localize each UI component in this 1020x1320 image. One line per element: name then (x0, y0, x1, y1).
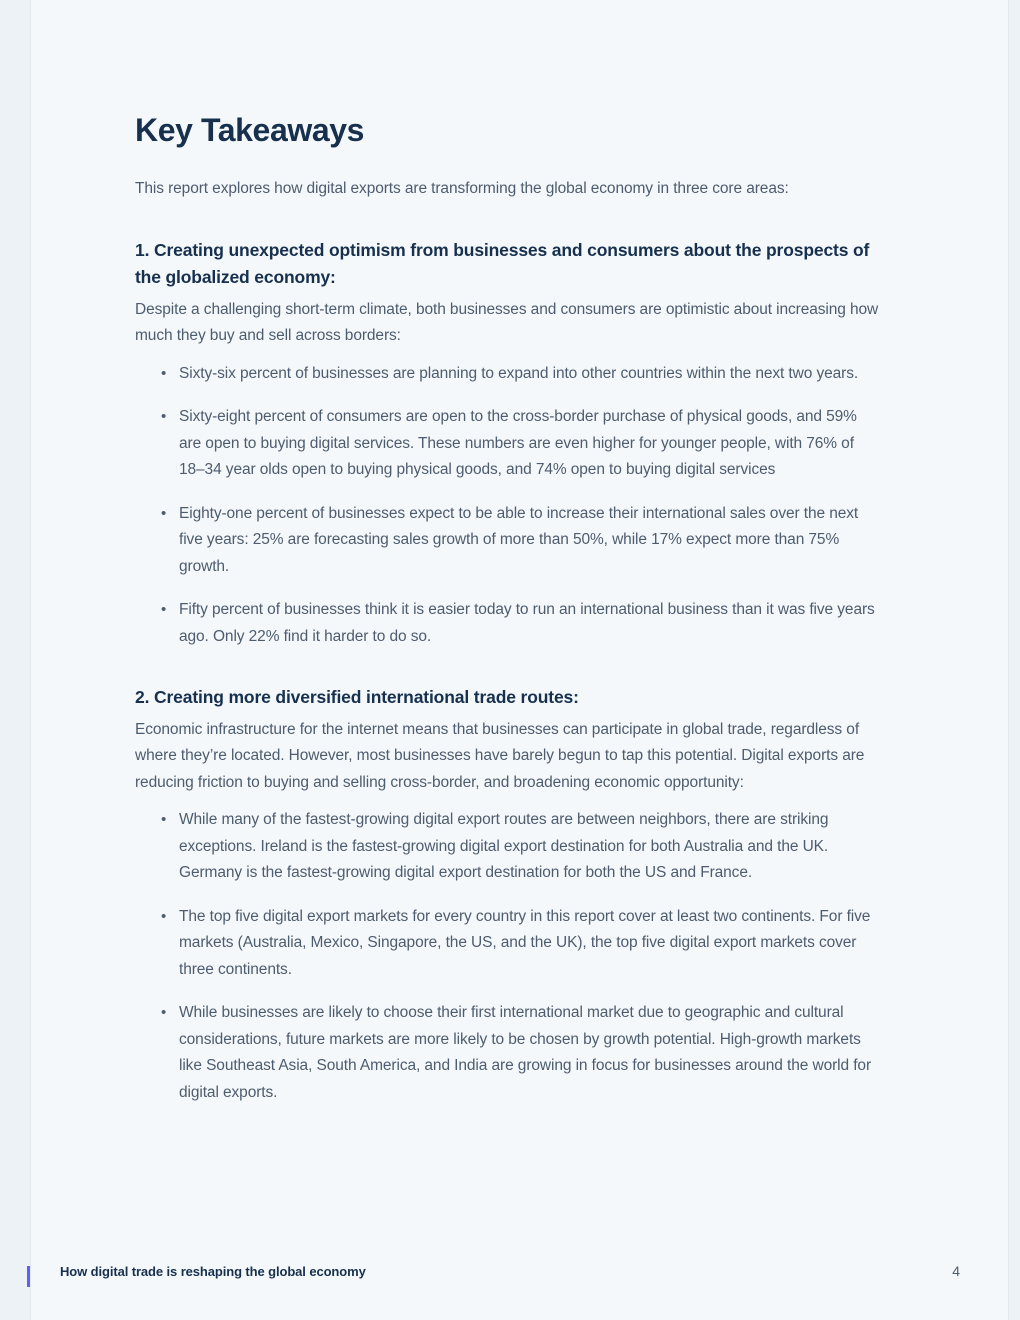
section-1-bullet-list (135, 361, 883, 651)
section-2-heading: 2. Creating more diversified international trade routes: (135, 687, 579, 707)
intro-paragraph: This report explores how digital exports are transforming the global economy in three core areas: (135, 180, 789, 197)
section-1-heading: 1. Creating unexpected optimism from businesses and consumers about the prospects of the globalized economy: (135, 239, 870, 287)
section-1 (135, 237, 883, 651)
page-edge-accent-bar (27, 1266, 30, 1287)
section-2-lead: Economic infrastructure for the internet means that businesses can participate in global trade, regardless of where they’re located. However, most businesses have barely begun to tap this potential. Digital exports are reducing friction to buying and selling cross-border, and broadening economic opportunity: (135, 720, 865, 791)
report-page (30, 0, 1009, 1320)
page-footer (60, 1260, 960, 1282)
bullet-item: • Sixty-eight percent of consumers are open to the cross-border purchase of physical goods, and 59% are open to buying digital services. These numbers are even higher for younger people, with 76% of 18–34 year olds open to buying physical goods, and 74% open to buying digital services (179, 404, 881, 484)
page-title: Key Takeaways (135, 112, 365, 148)
bullet-item: • Eighty-one percent of businesses expect to be able to increase their international sales over the next five years: 25% are forecasting sales growth of more than 50%, while 17% expect more than 75% growth. (179, 501, 881, 581)
footer-page-number: 4 (952, 1263, 960, 1279)
bullet-item: • While businesses are likely to choose their first international market due to geographic and cultural considerations, future markets are more likely to be chosen by growth potential. High-growth markets like Southeast Asia, South America, and India are growing in focus for businesses around the world for digital exports. (179, 1000, 881, 1106)
bullet-item: • The top five digital export markets for every country in this report cover at least two continents. For five markets (Australia, Mexico, Singapore, the US, and the UK), the top five digital export markets cover three continents. (179, 904, 881, 984)
bullet-item: • Fifty percent of businesses think it is easier today to run an international business than it was five years ago. Only 22% find it harder to do so. (179, 597, 881, 650)
bullet-item: • Sixty-six percent of businesses are planning to expand into other countries within the next two years. (179, 361, 881, 388)
footer-report-title: How digital trade is reshaping the global economy (60, 1263, 366, 1279)
page-content (135, 110, 883, 1106)
section-1-lead: Despite a challenging short-term climate, both businesses and consumers are optimistic about increasing how much they buy and sell across borders: (135, 300, 879, 344)
section-2 (135, 684, 883, 1106)
section-2-bullet-list (135, 807, 883, 1106)
bullet-item: • While many of the fastest-growing digital export routes are between neighbors, there are striking exceptions. Ireland is the fastest-growing digital export destination for both Australia and the UK. Germany is the fastest-growing digital export destination for both the US and France. (179, 807, 881, 887)
